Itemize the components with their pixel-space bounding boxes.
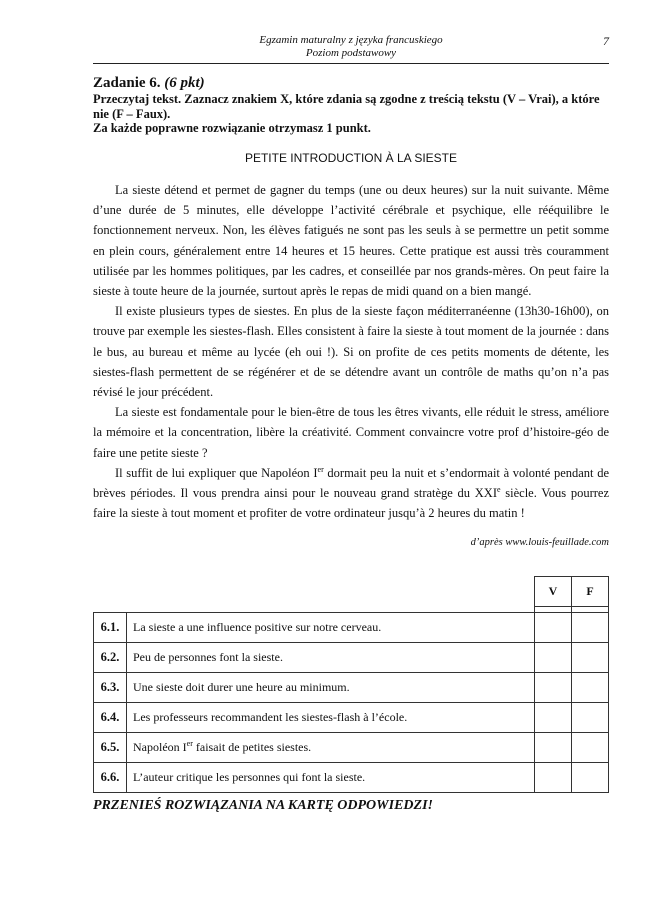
answer-box-v[interactable] — [535, 733, 572, 763]
page-header — [93, 34, 609, 68]
table-row — [94, 613, 609, 643]
statement-text: Peu de personnes font la sieste. — [127, 643, 535, 673]
task-points: (6 pkt) — [164, 75, 205, 91]
article-paragraph: Il existe plusieurs types de siestes. En plus de la sieste façon méditerranéenne (13h30-16h00), on trouve par exemple les siestes-flash. Elles consistent à faire la sieste à tout moment de la journée : dans le bus, au bureau et même au lycée (eh oui !). Si on profite de ces petits moments de détente, les siestes-flash permettent de se régénérer et de se détendre avant un contrôle de maths qu’on n’a pas révisé le jour précédent. — [93, 304, 609, 400]
header-subtitle: Poziom podstawowy — [305, 47, 397, 59]
article-paragraph: La sieste détend et permet de gagner du temps (une ou deux heures) sur la nuit suivante. Même d’une durée de 5 minutes, elle développe l’activité cérébrale et psychique, elle rééquilibre le fonctionnement nerveux. Non, les élèves fatigués ne sont pas les seuls à se permettre un petit somme en plein cours, généralement entre 14 heures et 15 heures. Cette pratique est aussi très couramment utilisée par les hommes politiques, par les cadres, et conseillée par nos grands-mères. On peut faire la sieste à toute heure de la journée, surtout après le repas de midi quand on a bien mangé. — [93, 183, 609, 299]
answer-box-f[interactable] — [572, 643, 609, 673]
true-false-table — [93, 576, 609, 793]
header-title: Egzamin maturalny z języka francuskiego — [259, 34, 443, 46]
statement-text: La sieste a une influence positive sur notre cerveau. — [127, 613, 535, 643]
task-number: Zadanie 6. — [93, 75, 161, 91]
statement-text: L’auteur critique les personnes qui font la sieste. — [127, 763, 535, 793]
column-f-header: F — [572, 577, 609, 607]
article-title: PETITE INTRODUCTION À LA SIESTE — [244, 151, 458, 165]
table-row — [94, 643, 609, 673]
answer-box-f[interactable] — [572, 763, 609, 793]
statement-number: 6.3. — [94, 673, 127, 703]
article-text — [93, 180, 609, 523]
answer-box-f[interactable] — [572, 733, 609, 763]
statement-number: 6.2. — [94, 643, 127, 673]
answer-box-v[interactable] — [535, 673, 572, 703]
article-paragraph: Il suffit de lui expliquer que Napoléon Ier dormait peu la nuit et s’endormait à volonté pendant de brèves périodes. Il vous prendra ainsi pour le nouveau grand stratège du XXIe siècle. Vous pourrez faire la sieste à tout moment et profiter de votre ordinateur jusqu’à 2 heures du matin ! — [93, 464, 610, 521]
table-row — [94, 733, 609, 763]
answer-box-f[interactable] — [572, 613, 609, 643]
statement-text: Les professeurs recommandent les siestes-flash à l’école. — [127, 703, 535, 733]
table-row — [94, 763, 609, 793]
article-paragraph: La sieste est fondamentale pour le bien-être de tous les êtres vivants, elle réduit le stress, améliore la mémoire et la concentration, libère la créativité. Comment convaincre votre prof d’histoire-géo de faire une petite sieste ? — [93, 405, 609, 460]
statement-number: 6.4. — [94, 703, 127, 733]
answer-box-f[interactable] — [572, 703, 609, 733]
answer-box-f[interactable] — [572, 673, 609, 703]
statement-number: 6.6. — [94, 763, 127, 793]
answer-box-v[interactable] — [535, 613, 572, 643]
statement-text: Napoléon Ier faisait de petites siestes. — [127, 733, 535, 763]
column-v-header: V — [535, 577, 572, 607]
task-title — [93, 74, 613, 92]
statement-number: 6.1. — [94, 613, 127, 643]
answer-box-v[interactable] — [535, 643, 572, 673]
statement-text: Une sieste doit durer une heure au minimum. — [127, 673, 535, 703]
header-divider — [93, 63, 609, 64]
table-row — [94, 703, 609, 733]
article-source: d’après www.louis-feuillade.com — [470, 537, 609, 548]
table-header-row — [94, 577, 609, 607]
statement-number: 6.5. — [94, 733, 127, 763]
answer-box-v[interactable] — [535, 703, 572, 733]
answer-box-v[interactable] — [535, 763, 572, 793]
page-number: 7 — [603, 34, 609, 48]
task-scoring: Za każde poprawne rozwiązanie otrzymasz 1 punkt. — [93, 121, 371, 135]
footer-instruction: PRZENIEŚ ROZWIĄZANIA NA KARTĘ ODPOWIEDZI! — [93, 798, 433, 813]
task-block — [93, 74, 613, 136]
table-row — [94, 673, 609, 703]
task-instruction: Przeczytaj tekst. Zaznacz znakiem X, które zdania są zgodne z treścią tekstu (V – Vrai), a które nie (F – Faux). — [93, 92, 600, 121]
